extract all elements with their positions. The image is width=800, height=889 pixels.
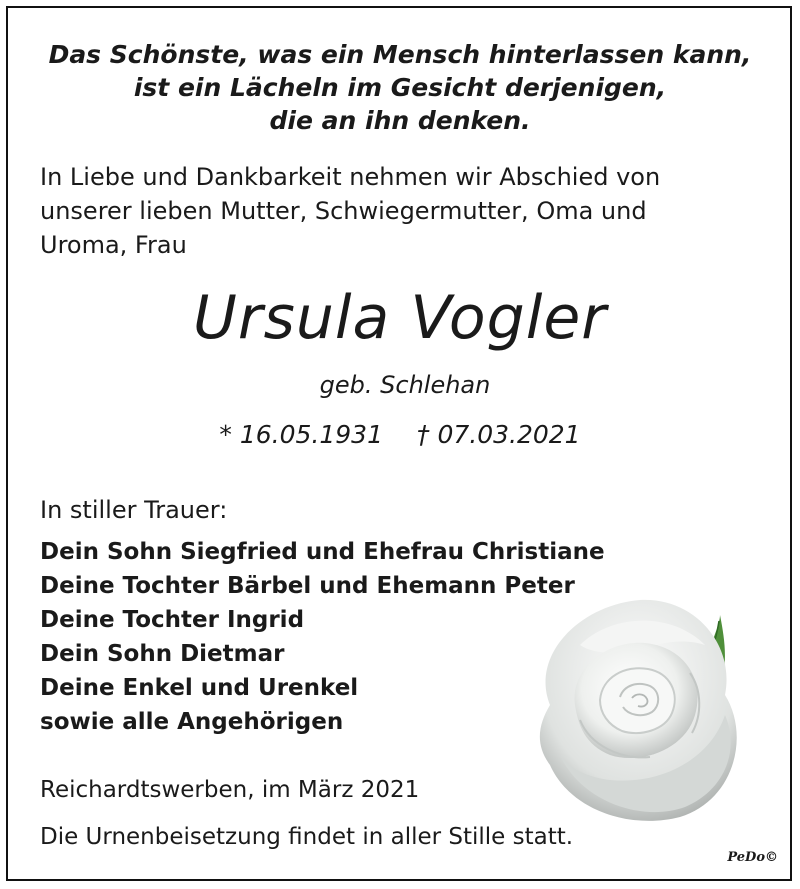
quote-line: die an ihn denken. [269, 106, 531, 135]
intro-line: Uroma, Frau [40, 231, 187, 259]
birth-date: * 16.05.1931 [219, 420, 383, 449]
memorial-quote [0, 38, 800, 137]
mourners-list [40, 535, 605, 739]
mourner-item: Deine Tochter Bärbel und Ehemann Peter [40, 573, 575, 599]
death-date: † 07.03.2021 [417, 420, 581, 449]
mourning-label: In stiller Trauer: [40, 496, 228, 524]
mourner-item: Deine Enkel und Urenkel [40, 675, 359, 701]
designer-signature: PeDo© [727, 850, 778, 865]
intro-line: unserer lieben Mutter, Schwiegermutter, Oma und [40, 197, 647, 225]
mourner-item: Deine Tochter Ingrid [40, 607, 305, 633]
quote-line: Das Schönste, was ein Mensch hinterlassen kann, [48, 40, 752, 69]
mourner-item: Dein Sohn Siegfried und Ehefrau Christiane [40, 539, 605, 565]
intro-text [40, 160, 740, 262]
mourner-item: sowie alle Angehörigen [40, 709, 344, 735]
burial-notice: Die Urnenbeisetzung findet in aller Stille statt. [40, 824, 574, 850]
intro-line: In Liebe und Dankbarkeit nehmen wir Abschied von [40, 163, 661, 191]
place-and-date: Reichardtswerben, im März 2021 [40, 777, 420, 803]
mourner-item: Dein Sohn Dietmar [40, 641, 285, 667]
white-rose-icon [520, 585, 760, 830]
life-dates [0, 417, 800, 453]
birth-name: geb. Schlehan [319, 371, 491, 399]
deceased-name: Ursula Vogler [193, 283, 607, 353]
quote-line: ist ein Lächeln im Gesicht derjenigen, [133, 73, 667, 102]
